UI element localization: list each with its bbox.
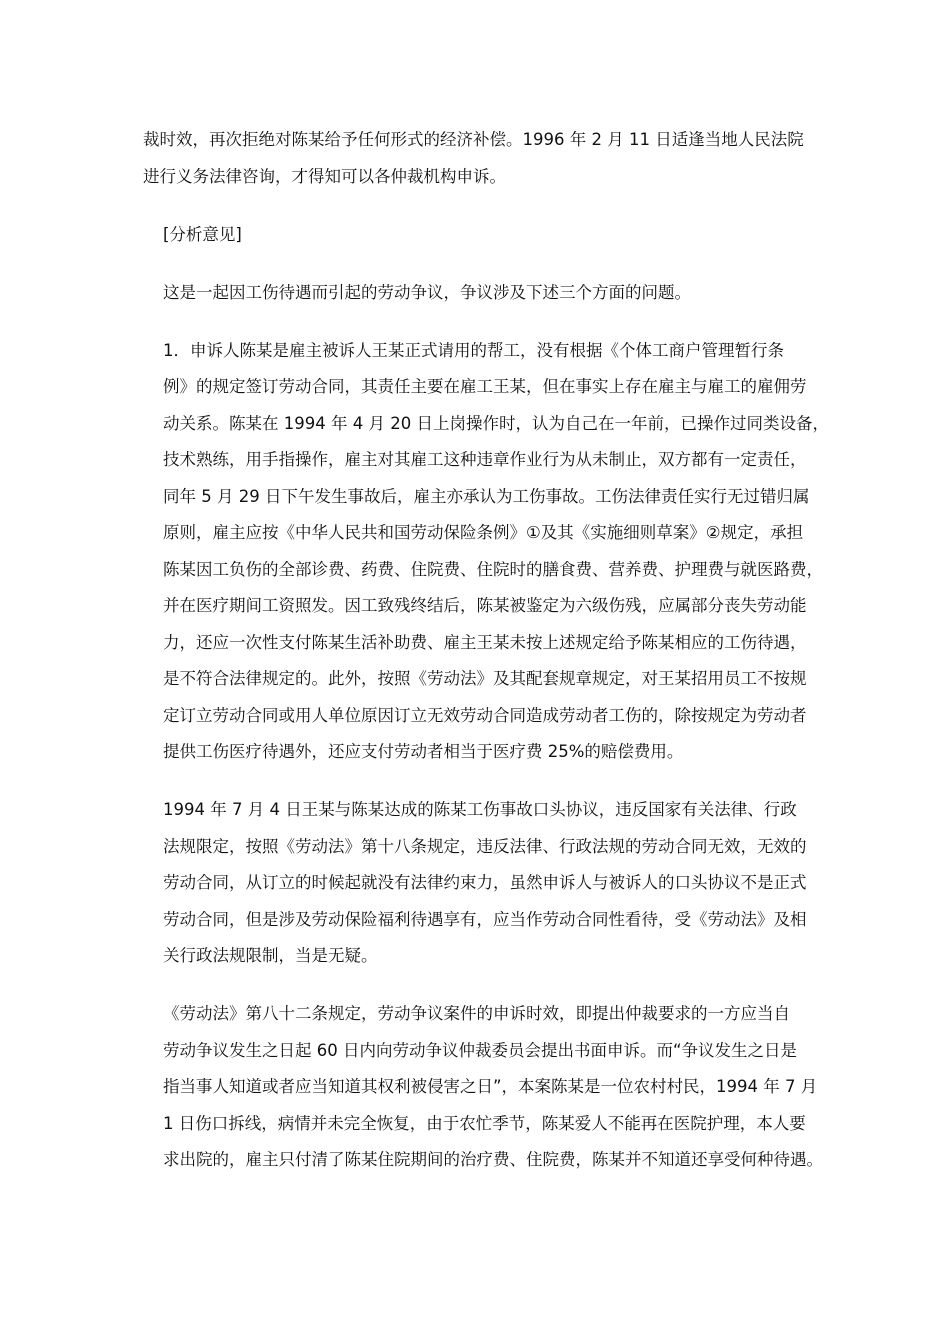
paragraph-point-one <box>143 333 829 771</box>
text-line: 提供工伤医疗待遇外，还应支付劳动者相当于医疗费 25%的赔偿费用。 <box>163 742 684 761</box>
paragraph-arbitration-timing <box>143 122 811 195</box>
text-line: 裁时效，再次拒绝对陈某给予任何形式的经济补偿。1996 年 2 月 11 日适逢当地人民法院 <box>143 130 804 149</box>
text-line: 是不符合法律规定的。此外，按照《劳动法》及其配套规章规定，对王某招用员工不按规 <box>163 669 807 688</box>
text-line: 同年 5 月 29 日下午发生事故后，雇主亦承认为工伤事故。工伤法律责任实行无过错归属 <box>163 486 810 506</box>
text-line: 动关系。陈某在 1994 年 4 月 20 日上岗操作时，认为自己在一年前，已操作过同类设备， <box>163 413 829 433</box>
text-line: 关行政法规限制，当是无疑。 <box>163 946 378 965</box>
text-line: [分析意见] <box>163 224 242 244</box>
text-line: 劳动争议发生之日起 60 日内向劳动争议仲裁委员会提出书面申诉。而“争议发生之日是 <box>163 1040 798 1060</box>
text-line: 陈某因工负伤的全部诊费、药费、住院费、住院时的膳食费、营养费、护理费与就医路费， <box>163 559 823 579</box>
text-line: 进行义务法律咨询，才得知可以各仲裁机构申诉。 <box>143 166 506 186</box>
text-line: 劳动合同，从订立的时候起就没有法律约束力，虽然申诉人与被诉人的口头协议不是正式 <box>163 873 807 892</box>
text-line: 原则，雇主应按《中华人民共和国劳动保险条例》①及其《实施细则草案》②规定，承担 <box>163 523 804 542</box>
section-heading-analysis <box>143 217 811 254</box>
text-line: 1994 年 7 月 4 日王某与陈某达成的陈某工伤事故口头协议，违反国家有关法律、行政 <box>163 800 797 819</box>
text-line: 定订立劳动合同或用人单位原因订立无效劳动合同造成劳动者工伤的，除按规定为劳动者 <box>163 705 807 725</box>
text-line: 技术熟练，用手指操作，雇主对其雇工这种违章作业行为从未制止，双方都有一定责任， <box>163 450 807 469</box>
paragraph-intro <box>143 275 811 312</box>
text-line: 这是一起因工伤待遇而引起的劳动争议，争议涉及下述三个方面的问题。 <box>163 282 691 302</box>
text-line: 劳动合同，但是涉及劳动保险福利待遇享有，应当作劳动合同性看待，受《劳动法》及相 <box>163 909 807 929</box>
text-line: 力，还应一次性支付陈某生活补助费、雇主王某未按上述规定给予陈某相应的工伤待遇， <box>163 632 807 652</box>
text-line: 《劳动法》第八十二条规定，劳动争议案件的申诉时效，即提出仲裁要求的一方应当自 <box>163 1004 790 1023</box>
text-line: 并在医疗期间工资照发。因工致残终结后，陈某被鉴定为六级伤残，应属部分丧失劳动能 <box>163 596 807 615</box>
text-line: 指当事人知道或者应当知道其权利被侵害之日”，本案陈某是一位农村村民，1994 年 7 月 <box>163 1077 818 1096</box>
paragraph-statute-of-limitations <box>143 996 823 1179</box>
text-line: 求出院的，雇主只付清了陈某住院期间的治疗费、住院费，陈某并不知道还享受何种待遇。 <box>163 1150 823 1169</box>
text-line: 例》的规定签订劳动合同，其责任主要在雇工王某，但在事实上存在雇主与雇工的雇佣劳 <box>163 377 807 396</box>
text-line: 1．申诉人陈某是雇主被诉人王某正式请用的帮工，没有根据《个体工商户管理暂行条 <box>163 340 784 360</box>
paragraph-oral-agreement <box>143 792 811 975</box>
text-line: 法规限定，按照《劳动法》第十八条规定，违反法律、行政法规的劳动合同无效，无效的 <box>163 836 807 856</box>
text-line: 1 日伤口拆线，病情并未完全恢复，由于农忙季节，陈某爱人不能再在医院护理，本人要 <box>163 1113 806 1133</box>
document-body <box>143 122 829 1179</box>
